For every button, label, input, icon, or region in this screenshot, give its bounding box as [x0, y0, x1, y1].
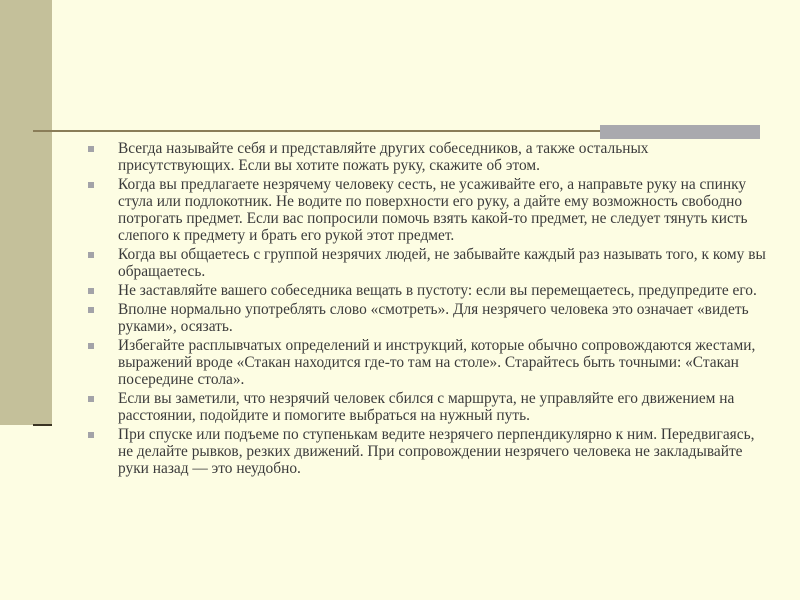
list-item-text: Не заставляйте вашего собеседника вещать в пустоту: если вы перемещаетесь, предупредите его.	[118, 282, 757, 299]
square-bullet-icon	[88, 182, 94, 188]
square-bullet-icon	[88, 432, 94, 438]
square-bullet-icon	[88, 288, 94, 294]
side-bar-base-line	[33, 424, 52, 426]
square-bullet-icon	[88, 146, 94, 152]
slide-body	[86, 140, 766, 479]
list-item	[86, 246, 766, 280]
list-item	[86, 337, 766, 388]
list-item-text: Всегда называйте себя и представляйте других собеседников, а также остальных присутствующих. Если вы хотите пожать руку, скажите об этом.	[118, 140, 649, 174]
list-item	[86, 140, 766, 174]
bullet-list	[86, 140, 766, 477]
square-bullet-icon	[88, 307, 94, 313]
list-item	[86, 301, 766, 335]
list-item	[86, 426, 766, 477]
list-item	[86, 282, 766, 299]
list-item-text: Когда вы общаетесь с группой незрячих людей, не забывайте каждый раз называть того, к кому вы обращаетесь.	[118, 246, 766, 280]
list-item-text: Избегайте расплывчатых определений и инструкций, которые обычно сопровождаются жестами, выражений вроде «Стакан находится где-то там на столе». Старайтесь быть точными: «Стакан посередине стола».	[118, 337, 756, 388]
header-accent-box	[600, 125, 760, 139]
list-item-text: Когда вы предлагаете незрячему человеку сесть, не усаживайте его, а направьте руку на спинку стула или подлокотник. Не водите по поверхности его руку, а дайте ему возможность свободно потрогать предмет. Если вас попросили помочь взять какой-то предмет, не следует тянуть кисть слепого к предмету и брать его рукой этот предмет.	[118, 176, 748, 244]
square-bullet-icon	[88, 396, 94, 402]
square-bullet-icon	[88, 252, 94, 258]
list-item	[86, 390, 766, 424]
list-item	[86, 176, 766, 244]
square-bullet-icon	[88, 343, 94, 349]
side-decoration-bar	[0, 0, 52, 425]
list-item-text: При спуске или подъеме по ступенькам ведите незрячего перпендикулярно к ним. Передвигаясь, не делайте рывков, резких движений. При сопровождении незрячего человека не закладывайте руки назад — это неудобно.	[118, 426, 755, 477]
list-item-text: Если вы заметили, что незрячий человек сбился с маршрута, не управляйте его движением на расстоянии, подойдите и помогите выбраться на нужный путь.	[118, 390, 735, 424]
list-item-text: Вполне нормально употреблять слово «смотреть». Для незрячего человека это означает «видеть руками», осязать.	[118, 301, 749, 335]
